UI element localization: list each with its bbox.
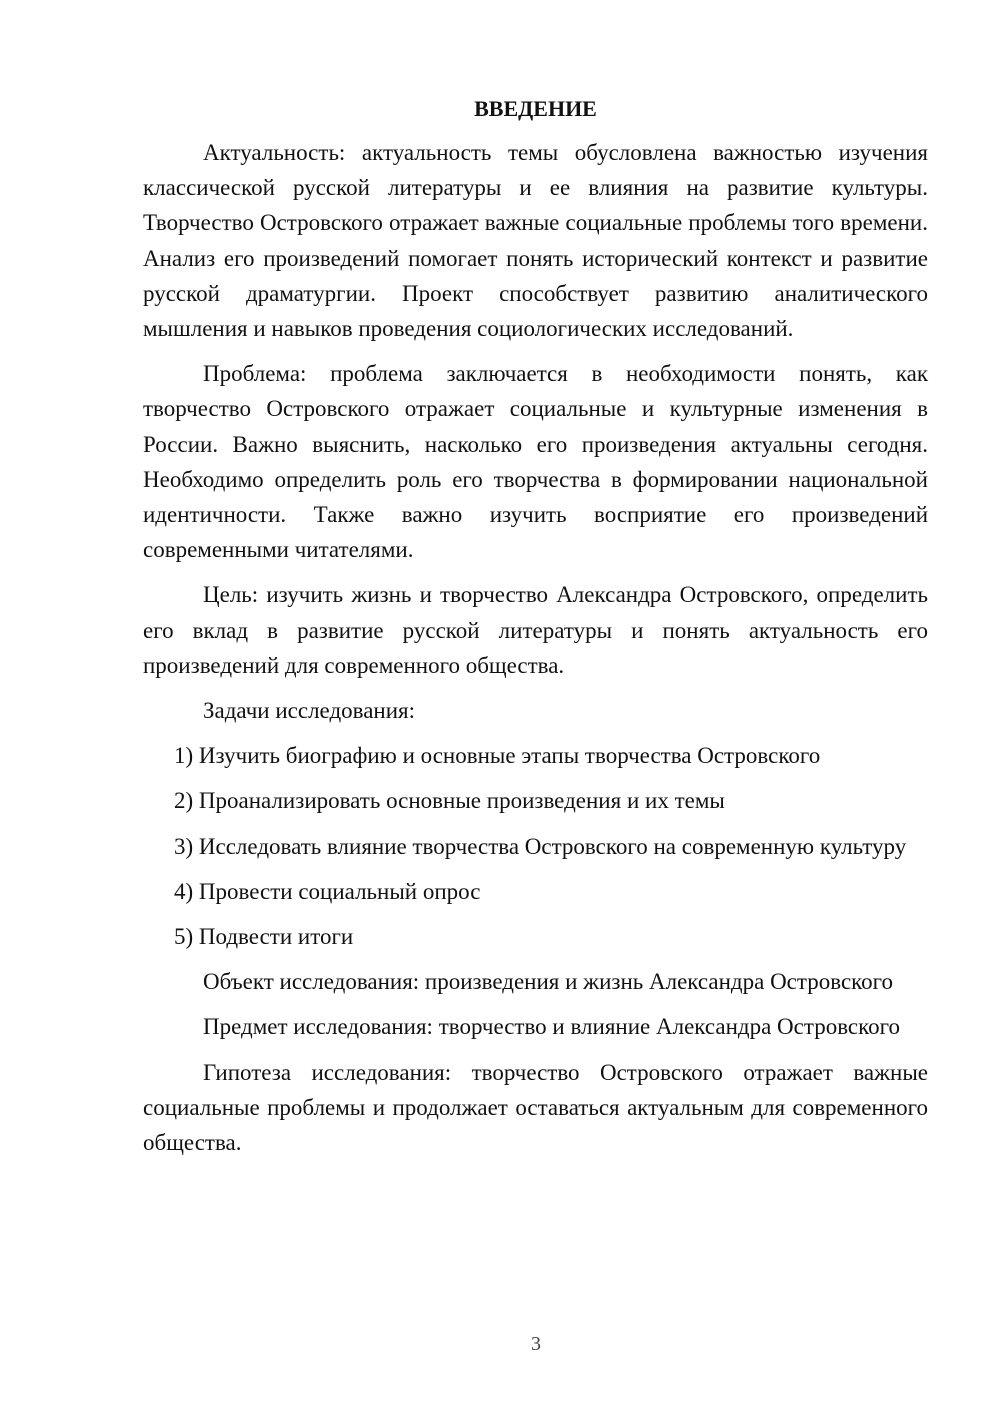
object-paragraph: Объект исследования: произведения и жизнь Александра Островского <box>203 969 894 995</box>
problem-paragraph: Проблема: проблема заключается в необходимости понять, как творчество Островского отражает социальные и культурные изменения в России. Важно выяснить, насколько его произведения актуальны сегодня. Необходимо определить роль его творчества в формировании национальной идентичности. Также важно изучить восприятие его произведений современными читателями. <box>143 361 928 563</box>
task-item: 3) Исследовать влияние творчества Островского на современную культуру <box>174 833 907 859</box>
page-title: ВВЕДЕНИЕ <box>474 96 597 121</box>
task-item: 5) Подвести итоги <box>174 924 354 950</box>
subject-paragraph: Предмет исследования: творчество и влияние Александра Островского <box>203 1014 901 1040</box>
goal-paragraph: Цель: изучить жизнь и творчество Александра Островского, определить его вклад в развитие русской литературы и понять актуальность его произведений для современного общества. <box>143 582 928 678</box>
task-item: 1) Изучить биографию и основные этапы творчества Островского <box>174 743 821 769</box>
hypothesis-paragraph: Гипотеза исследования: творчество Островского отражает важные социальные проблемы и продолжает оставаться актуальным для современного общества. <box>143 1059 928 1156</box>
task-item: 2) Проанализировать основные произведения и их темы <box>174 788 725 814</box>
tasks-title: Задачи исследования: <box>203 698 416 724</box>
relevance-paragraph: Актуальность: актуальность темы обусловлена важностью изучения классической русской литературы и ее влияния на развитие культуры. Творчество Островского отражает важные социальные проблемы того времени. Анализ его произведений помогает понять исторический контекст и развитие русской драматургии. Проект способствует развитию аналитического мышления и навыков проведения социологических исследований. <box>143 140 928 342</box>
page-content <box>143 91 928 1160</box>
page-number: 3 <box>531 1333 541 1355</box>
task-item: 4) Провести социальный опрос <box>174 878 481 904</box>
